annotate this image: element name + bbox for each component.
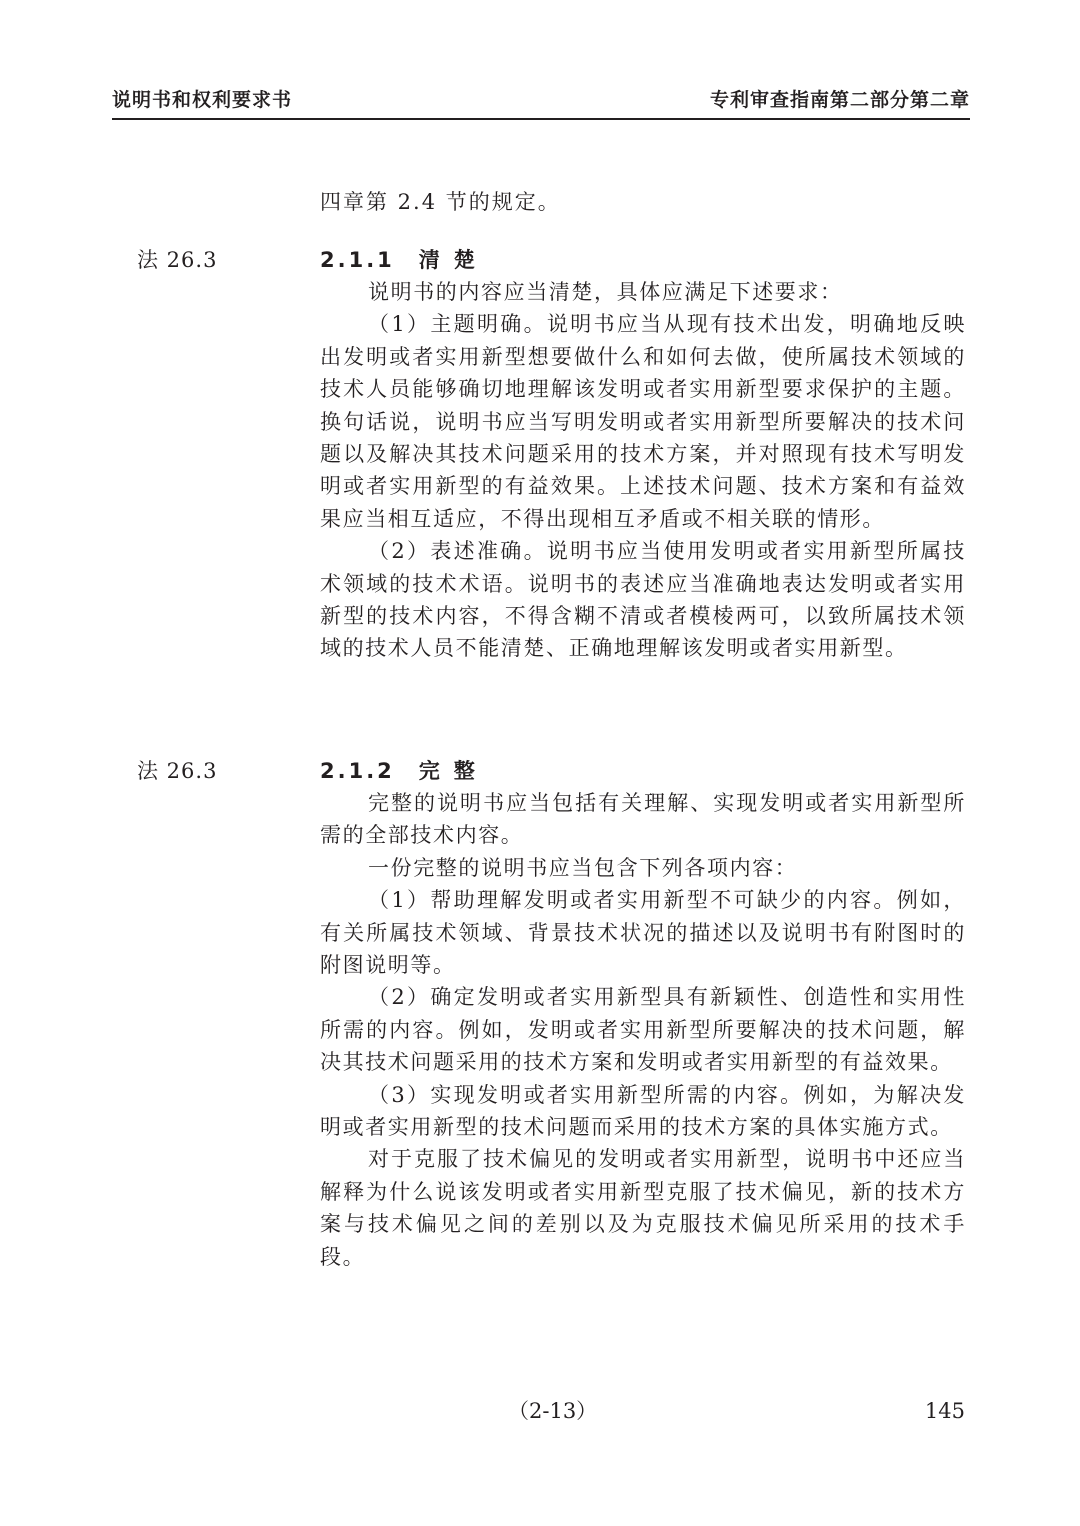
paragraph: （2）表述准确。说明书应当使用发明或者实用新型所属技术领域的技术术语。说明书的表述应当准确地表达发明或者实用新型的技术内容，不得含糊不清或者模棱两可，以致所属技术领域的技术人员不能清楚、正确地理解该发明或者实用新型。 xyxy=(320,539,966,661)
section-title: 完整 xyxy=(418,758,489,783)
section-number: 2.1.1 xyxy=(320,248,395,272)
header-chapter-title: 专利审查指南第二部分第二章 xyxy=(709,89,970,111)
header-document-title: 说明书和权利要求书 xyxy=(112,89,293,111)
paragraph: （2）确定发明或者实用新型具有新颖性、创造性和实用性所需的内容。例如，发明或者实用新型所要解决的技术问题，解决其技术问题采用的技术方案和发明或者实用新型的有益效果。 xyxy=(320,985,966,1075)
section-body xyxy=(320,787,966,1273)
paragraph: （1）主题明确。说明书应当从现有技术出发，明确地反映出发明或者实用新型想要做什么和如何去做，使所属技术领域的技术人员能够确切地理解该发明或者实用新型要求保护的主题。换句话说，说明书应当写明发明或者实用新型所要解决的技术问题以及解决其技术问题采用的技术方案，并对照现有技术写明发明或者实用新型的有益效果。上述技术问题、技术方案和有益效果应当相互适应，不得出现相互矛盾或不相关联的情形。 xyxy=(320,312,966,531)
margin-law-reference: 法 26.3 xyxy=(137,759,218,783)
page-number: 145 xyxy=(924,1399,965,1423)
paragraph: （1）帮助理解发明或者实用新型不可缺少的内容。例如，有关所属技术领域、背景技术状况的描述以及说明书有附图时的附图说明等。 xyxy=(320,888,966,978)
section-number: 2.1.2 xyxy=(320,759,395,783)
margin-law-reference: 法 26.3 xyxy=(137,248,218,272)
section-heading xyxy=(320,244,489,276)
paragraph: （3）实现发明或者实用新型所需的内容。例如，为解决发明或者实用新型的技术问题而采用的技术方案的具体实施方式。 xyxy=(320,1082,966,1140)
page-header xyxy=(112,0,970,120)
section-heading xyxy=(320,755,489,787)
section-title: 清楚 xyxy=(418,247,489,272)
paragraph: 对于克服了技术偏见的发明或者实用新型，说明书中还应当解释为什么说该发明或者实用新型克服了技术偏见，新的技术方案与技术偏见之间的差别以及为克服技术偏见所采用的技术手段。 xyxy=(320,1147,966,1269)
paragraph: 完整的说明书应当包括有关理解、实现发明或者实用新型所需的全部技术内容。 xyxy=(320,791,966,848)
page-section-label: （2-13） xyxy=(508,1399,598,1423)
section-body xyxy=(320,276,966,665)
paragraph: 说明书的内容应当清楚，具体应满足下述要求： xyxy=(368,280,843,304)
continued-text: 四章第 2.4 节的规定。 xyxy=(320,190,561,214)
paragraph: 一份完整的说明书应当包含下列各项内容： xyxy=(368,855,798,880)
